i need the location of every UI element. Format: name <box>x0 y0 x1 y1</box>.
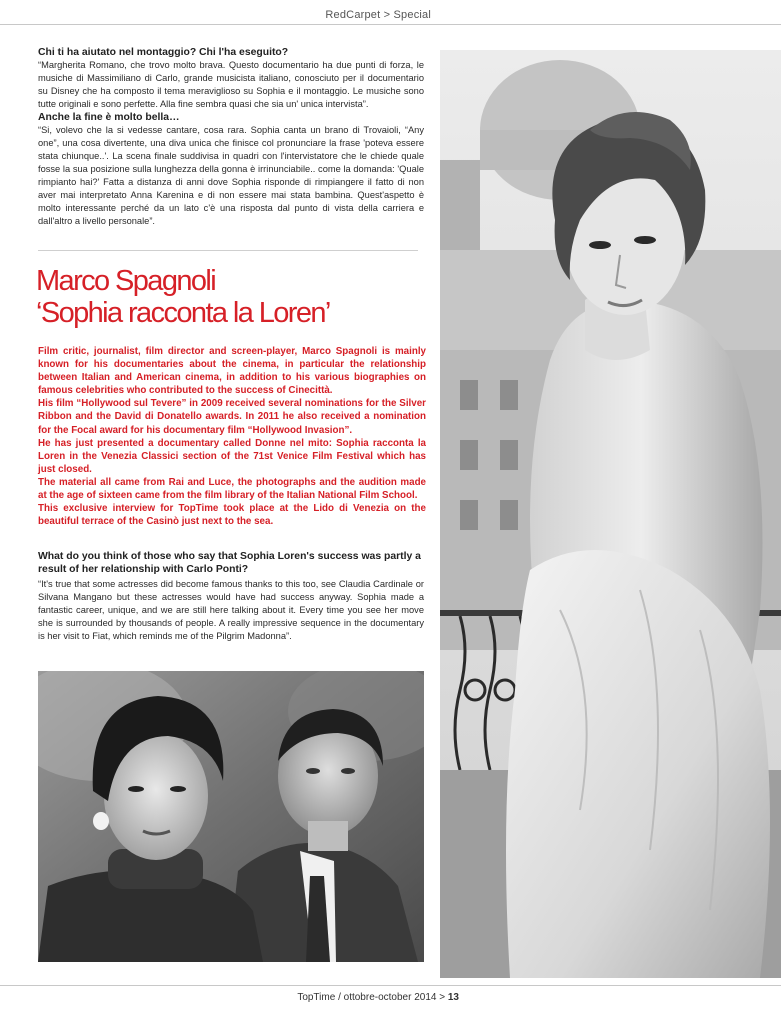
answer-2: “Si, volevo che la si vedesse cantare, cosa rara. Sophia canta un brano di Trovaioli, “Any one”, una cosa divertente, una diva unica che finisce col pronunciare la frase 'poteva essere stata chiunque..'. La scena finale suddivisa in quadri con l'intervistatore che le chiede quale fosse la sua posizione sulla lunghezza della gonna è irrinunciabile.. come la domanda: 'Quale rimpianto hai?' Fatta a distanza di anni dove Sophia risponde di rimpiangere il fatto di non aver mai interpretato Anna Karenina e di non essere mai stata bambina. Quest'aspetto è molto interessante perché da un lato c'è una risposta dal punto di vista della carriera e dall'altro a livello personale”. <box>38 125 424 226</box>
intro-paragraph: The material all came from Rai and Luce, the photographs and the audition made at the age of sixteen came from the film library of the Italian National Film School. <box>38 476 426 502</box>
qa-bottom <box>38 550 424 643</box>
page-header <box>0 0 781 26</box>
footer-divider <box>0 985 781 986</box>
intro-paragraph: He has just presented a documentary called Donne nel mito: Sophia racconta la Loren in the Venezia Classici section of the 71st Venice Film Festival which has just closed. <box>38 437 426 475</box>
article-title <box>36 265 436 329</box>
question-3: What do you think of those who say that Sophia Loren's success was partly a result of her relationship with Carlo Ponti? <box>38 551 421 575</box>
qa-top <box>38 46 424 228</box>
footer-text <box>297 992 459 1003</box>
photo-portrait-image <box>440 50 781 978</box>
question-1: Chi ti ha aiutato nel montaggio? Chi l'ha eseguito? <box>38 47 289 58</box>
answer-3: “It's true that some actresses did become famous thanks to this too, see Claudia Cardinale or Silvana Mangano but these actresses would have had success anyway. Sophia made a fantastic career, unique, and we are still here talking about it. Every time you see her move she is surrounded by thousands of people. A really impressive sequence in the documentary is her visit to Fiat, which reminds me of the Pilgrim Madonna”. <box>38 579 424 641</box>
title-line-1: Marco Spagnoli <box>36 265 216 297</box>
section-label: RedCarpet > Special <box>325 9 431 21</box>
section-divider <box>38 250 418 251</box>
photo-couple <box>38 671 424 962</box>
title-line-2: ‘Sophia racconta la Loren’ <box>36 297 330 329</box>
answer-1: “Margherita Romano, che trovo molto brava. Questo documentario ha due punti di forza, le musiche di Massimiliano di Carlo, grande musicista italiano, conosciuto per il documentario su Disney che ha composto il tema meraviglioso su Sophia e il montaggio. Le musiche sono tutte originali e sono perfette. Alla fine sembra quasi che sia un' unica intervista”. <box>38 60 424 109</box>
photo-portrait <box>440 50 781 978</box>
intro-paragraph: This exclusive interview for TopTime took place at the Lido di Venezia on the beautiful terrace of the Casinò just next to the sea. <box>38 503 426 528</box>
intro-paragraph: His film “Hollywood sul Tevere” in 2009 received several nominations for the Silver Ribbon and the David di Donatello awards. In 2011 he also received a nomination for the Focal award for his documentary film “Hollywood Invasion”. <box>38 398 426 436</box>
question-2: Anche la fine è molto bella… <box>38 112 180 123</box>
intro-paragraph: Film critic, journalist, film director and screen-player, Marco Spagnoli is mainly known for his documentaries about the cinema, in particular the relationship between Italian and American cinema, in addition to his various biographies on famous celebrities who contributed to the success of Cinecittà. <box>38 346 426 397</box>
header-divider <box>0 24 781 25</box>
article-intro <box>38 345 426 528</box>
footer-issue: / ottobre-october 2014 > <box>335 992 448 1003</box>
page-number: 13 <box>447 992 459 1003</box>
footer-brand: TopTime <box>297 992 336 1003</box>
page-footer <box>0 985 781 1010</box>
photo-couple-image <box>38 671 424 962</box>
